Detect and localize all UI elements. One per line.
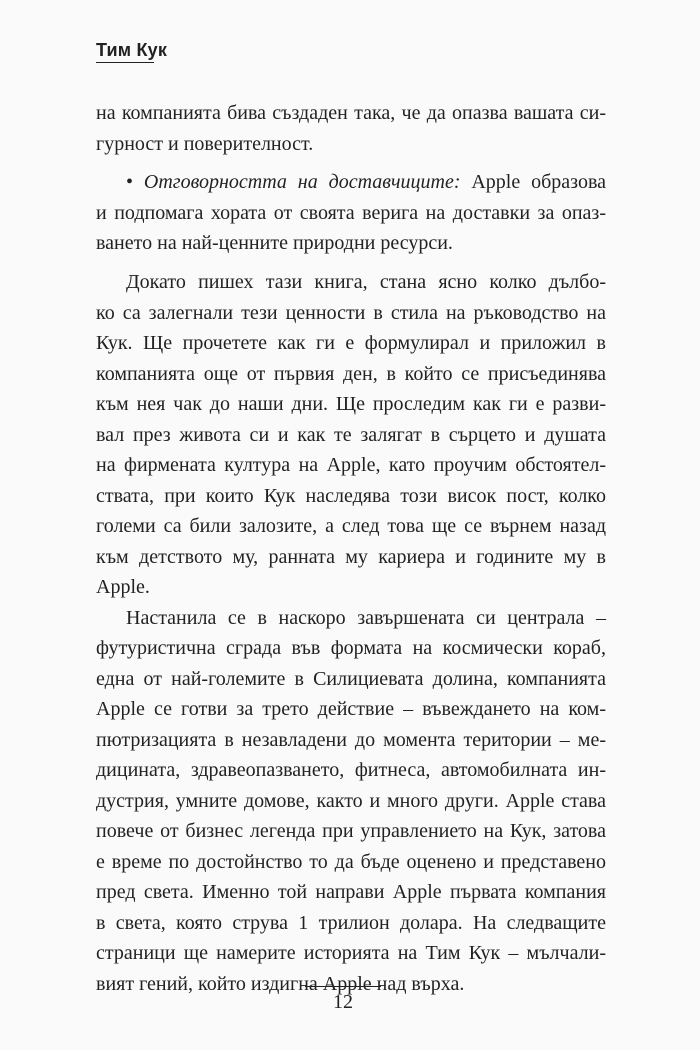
- supplier-responsibility-lead: Отговорността на доставчиците:: [143, 171, 461, 193]
- paragraph-3: [96, 267, 606, 603]
- header-rule: [96, 62, 154, 63]
- paragraph-4-line: Настанила се в наскоро завършената си централа –: [126, 606, 606, 629]
- paragraph-2: [96, 167, 606, 259]
- paragraph-3-line: към нея чак до наши дни. Ще проследим как ги е разви-: [96, 393, 606, 415]
- paragraph-1-line-2: гурност и поверителност.: [96, 132, 314, 155]
- paragraph-2-line-2: и подпомага хората от своята верига на доставки за опаз-: [96, 201, 606, 224]
- paragraph-2-line-1-rest: Apple образова: [460, 171, 606, 193]
- paragraph-4-line: страници ще намерите историята на Тим Кук – мълчали-: [96, 942, 606, 964]
- paragraph-3-line: на фирмената култура на Apple, като проучим обстоятел-: [96, 454, 606, 476]
- paragraph-4-line: дустрия, умните домове, както и много други. Apple става: [96, 789, 606, 812]
- paragraph-4-line: повече от бизнес легенда при управлението на Кук, затова: [96, 820, 606, 842]
- paragraph-4-line: футуристична сграда във формата на космически кораб,: [96, 637, 606, 659]
- paragraph-3-line: Apple.: [96, 576, 150, 598]
- paragraph-3-line: ствата, при които Кук наследява този висок пост, колко: [96, 484, 606, 507]
- paragraph-3-line: Докато пишех тази книга, стана ясно колко дълбо-: [126, 271, 606, 293]
- paragraph-2-line-1: [96, 167, 606, 198]
- paragraph-1-line-1: на компанията бива създаден така, че да опазва вашата си-: [96, 102, 606, 124]
- page-number: 12: [333, 991, 353, 1013]
- paragraph-4-line: една от най-големите в Силициевата долина, компанията: [96, 667, 606, 690]
- paragraph-4-line: пред света. Именно той направи Apple първата компания: [96, 881, 606, 903]
- paragraph-4-line: Apple се готви за трето действие – въвеждането на ком-: [96, 698, 606, 720]
- paragraph-3-line: към детството му, ранната му кариера и годините му в: [96, 545, 606, 568]
- paragraph-3-line: Кук. Ще прочетете как ги е формулирал и приложил в: [96, 332, 606, 354]
- footer-rule: [305, 986, 381, 987]
- running-head: Тим Кук: [96, 40, 168, 60]
- paragraph-4-line: дицината, здравеопазването, фитнеса, автомобилната ин-: [96, 759, 606, 781]
- paragraph-4-line: в света, която струва 1 трилион долара. На следващите: [96, 911, 606, 934]
- paragraph-2-line-3: ването на най-ценните природни ресурси.: [96, 232, 453, 254]
- bullet-marker: •: [126, 171, 134, 193]
- paragraph-3-line: ко са залегнали тези ценности в стила на ръководство на: [96, 301, 606, 324]
- paragraph-4: [96, 603, 606, 1000]
- paragraph-4-line: е време по достойнство то да бъде оценено и представено: [96, 850, 606, 873]
- paragraph-1: [96, 98, 606, 159]
- paragraph-3-line: големи са били залозите, а след това ще се върнем назад: [96, 515, 606, 537]
- paragraph-3-line: вал през живота си и как те залягат в сърцето и душата: [96, 423, 606, 446]
- paragraph-4-line: пютризацията в незавладени до момента територии – ме-: [96, 728, 606, 751]
- paragraph-4-line: вият гений, който издигна Apple над върха.: [96, 972, 465, 995]
- body-text: [96, 267, 606, 999]
- paragraph-3-line: компанията още от първия ден, в който се присъединява: [96, 362, 606, 385]
